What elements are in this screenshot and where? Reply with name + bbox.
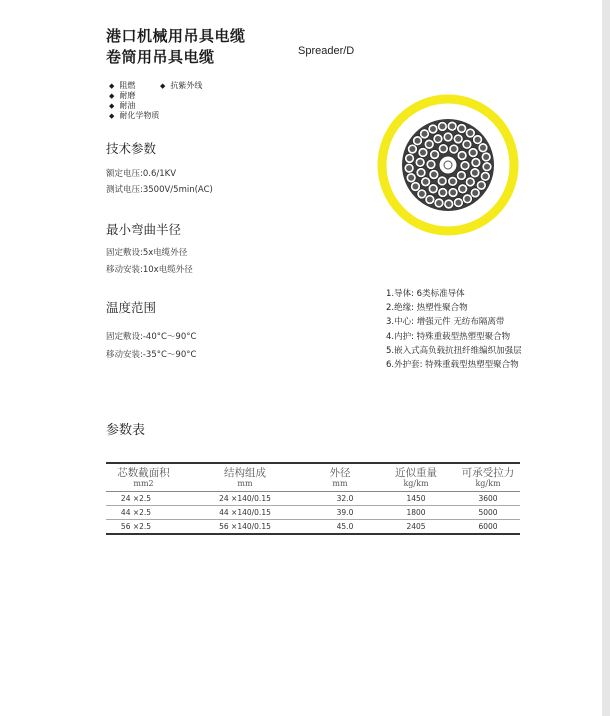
temp-item: 固定敷设:-40°C～90°C: [106, 332, 197, 342]
conductor: [458, 172, 464, 178]
table-cell: 1800: [406, 508, 426, 517]
conductor: [484, 164, 490, 170]
feature-item: ◆ 抗紫外线: [160, 81, 203, 90]
conductor: [427, 197, 433, 203]
conductor: [439, 178, 445, 184]
conductor: [472, 170, 478, 176]
conductor: [440, 146, 446, 152]
structure-item: 1.导体: 6类标准导体: [386, 289, 465, 299]
conductor: [419, 191, 425, 197]
header-diameter: 外径 mm: [329, 467, 351, 488]
tech-item: 测试电压:3500V/5min(AC): [106, 185, 213, 195]
model-name: Spreader/D: [298, 45, 355, 57]
conductor: [408, 175, 414, 181]
table-cell: 5000: [478, 508, 498, 517]
conductor: [467, 179, 473, 185]
conductor: [449, 123, 455, 129]
conductor: [421, 131, 427, 137]
conductor: [407, 155, 413, 161]
feature-item: ◆ 耐化学物质: [109, 111, 160, 120]
conductor: [409, 146, 415, 152]
conductor: [430, 126, 436, 132]
bend-item: 移动安装:10x电缆外径: [106, 265, 193, 275]
conductor: [464, 141, 470, 147]
row-rule: [106, 519, 520, 520]
header-weight: 近似重量 kg/km: [395, 467, 437, 488]
table-bottom-rule: [106, 533, 520, 535]
table-cell: 3600: [478, 494, 498, 503]
temp-item: 移动安装:-35°C～90°C: [106, 350, 197, 360]
conductor: [450, 178, 456, 184]
table-cell: 39.0: [336, 508, 354, 517]
bend-item: 固定敷设:5x电缆外径: [106, 248, 188, 258]
bend-heading: 最小弯曲半径: [106, 222, 182, 237]
structure-item: 3.中心: 增强元件 无纺布隔离带: [386, 317, 505, 328]
conductor: [446, 201, 452, 207]
title-line-1: 港口机械用吊具电缆: [106, 27, 246, 45]
conductor: [426, 141, 432, 147]
diamond-icon: ◆: [109, 101, 115, 110]
table-cell: 44 ×2.5: [120, 508, 152, 517]
table-cell: 56 ×2.5: [120, 522, 152, 531]
conductor: [440, 190, 446, 196]
conductor: [451, 146, 457, 152]
conductor: [420, 149, 426, 155]
conductor: [423, 179, 429, 185]
conductor: [428, 161, 434, 167]
diamond-icon: ◆: [109, 81, 115, 90]
cable-cross-section-illustration: [373, 90, 523, 240]
conductor: [464, 196, 470, 202]
header-cores: 芯数截面积 mm2: [117, 467, 170, 488]
conductor: [414, 138, 420, 144]
diamond-icon: ◆: [109, 111, 115, 120]
table-title: 参数表: [106, 423, 146, 438]
structure-list: [386, 287, 522, 372]
table-cell: 45.0: [336, 522, 354, 531]
structure-item: 4.内护: 特殊重载型热塑型聚合物: [386, 331, 511, 342]
table-cell: 1450: [406, 494, 426, 503]
table-cell: 32.0: [336, 494, 354, 503]
header-structure: 结构组成 mm: [224, 467, 266, 488]
feature-item: ◆ 耐油: [109, 101, 136, 110]
conductor: [483, 154, 489, 160]
conductor: [455, 200, 461, 206]
conductor: [406, 165, 412, 171]
table-cell: 24 ×2.5: [120, 494, 152, 503]
conductor: [462, 163, 468, 169]
table-cell: 2405: [406, 522, 426, 531]
conductor: [470, 150, 476, 156]
table-top-rule: [106, 462, 520, 464]
conductor: [480, 145, 486, 151]
structure-item: 6.外护套: 特殊重载型热塑型聚合物: [386, 360, 519, 371]
diamond-icon: ◆: [109, 91, 115, 100]
conductor: [478, 182, 484, 188]
tech-heading: 技术参数: [106, 141, 157, 156]
conductor: [475, 137, 481, 143]
page-edge: [602, 0, 610, 716]
conductor: [412, 184, 418, 190]
structure-item: 5.嵌入式高负载抗扭纤维编织加强层: [386, 345, 522, 356]
conductor: [432, 152, 438, 158]
conductor: [418, 170, 424, 176]
table-cell: 56 ×140/0.15: [219, 522, 271, 531]
feature-item: ◆ 阻燃: [109, 81, 136, 90]
conductor: [445, 134, 451, 140]
center-core: [444, 161, 452, 169]
conductor: [467, 130, 473, 136]
conductor: [450, 190, 456, 196]
conductor: [473, 160, 479, 166]
table-cell: 24 ×140/0.15: [219, 494, 271, 503]
diamond-icon: ◆: [160, 81, 166, 90]
conductor: [435, 136, 441, 142]
feature-item: ◆ 耐磨: [109, 91, 136, 100]
row-rule: [106, 505, 520, 506]
header-rule: [106, 491, 520, 492]
title-line-2: 卷筒用吊具电缆: [106, 48, 215, 66]
conductor: [455, 136, 461, 142]
conductor: [459, 125, 465, 131]
conductor: [430, 186, 436, 192]
conductor: [417, 159, 423, 165]
conductor: [460, 186, 466, 192]
table-cell: 6000: [478, 522, 498, 531]
structure-item: 2.绝缘: 热塑性聚合物: [386, 303, 468, 314]
table-cell: 44 ×140/0.15: [219, 508, 271, 517]
temp-heading: 温度范围: [106, 300, 157, 315]
conductor: [439, 123, 445, 129]
conductor: [459, 153, 465, 159]
conductor: [472, 190, 478, 196]
conductor: [482, 173, 488, 179]
conductor: [431, 172, 437, 178]
header-tension: 可承受拉力 kg/km: [461, 467, 515, 488]
conductor: [436, 200, 442, 206]
tech-item: 额定电压:0.6/1KV: [106, 169, 177, 179]
